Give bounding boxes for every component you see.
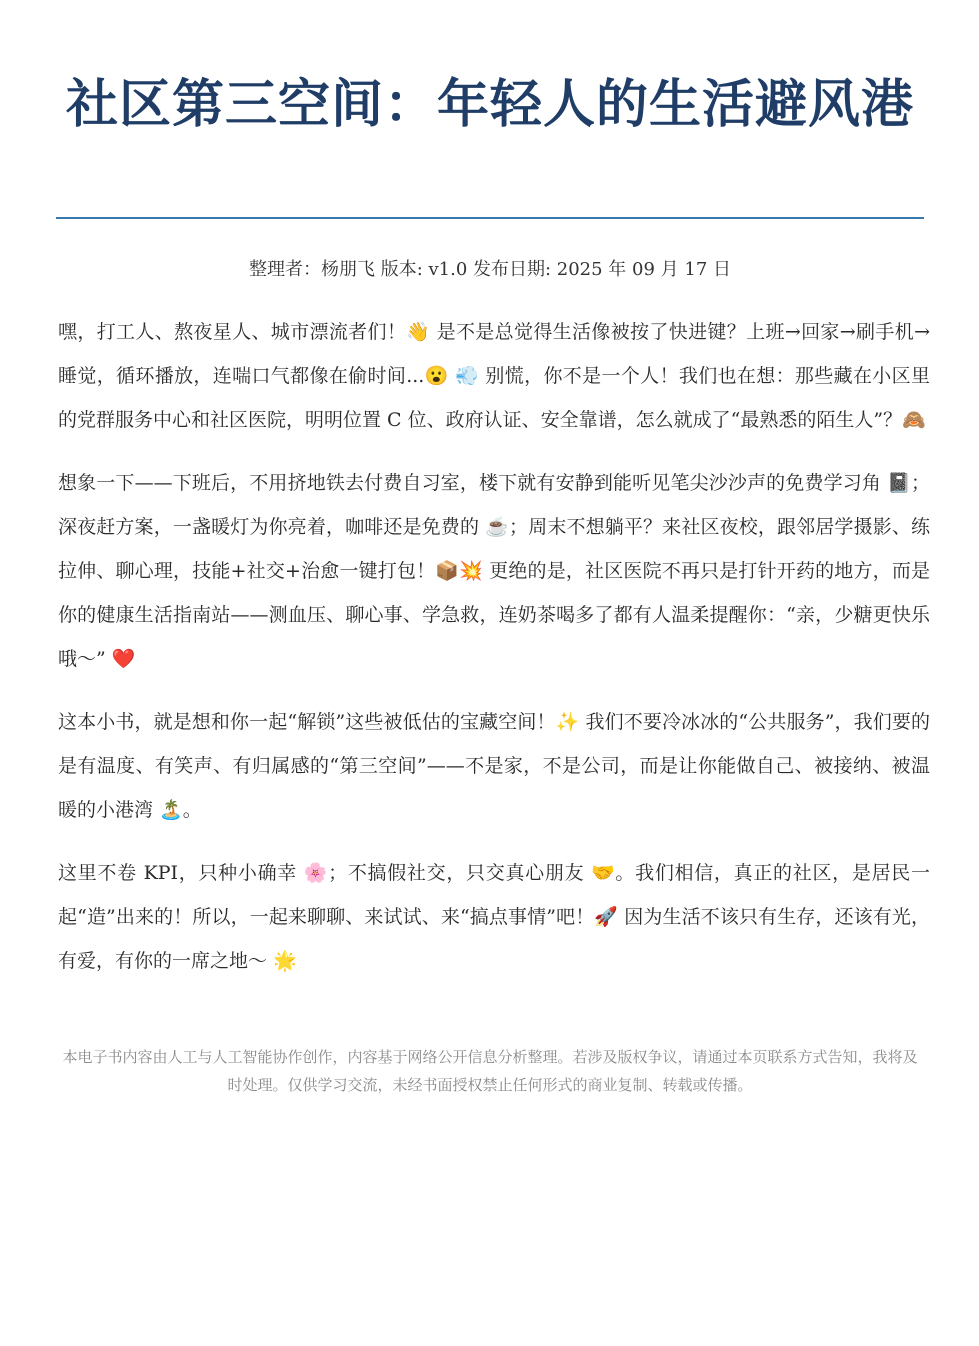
page-title: 社区第三空间：年轻人的生活避风港 xyxy=(65,75,914,135)
body-text xyxy=(58,310,930,1002)
paragraph-book-purpose: 这本小书，就是想和你一起“解锁”这些被低估的宝藏空间！✨ 我们不要冷冰冰的“公共服务”，我们要的是有温度、有笑声、有归属感的“第三空间”——不是家，不是公司，而是让你能做自己、被接纳、被温暖的小港湾 🏝️。 xyxy=(58,711,930,821)
copyright-footer: 本电子书内容由人工与人工智能协作创作，内容基于网络公开信息分析整理。若涉及版权争议，请通过本页联系方式告知，我将及时处理。仅供学习交流，未经书面授权禁止任何形式的商业复制、转载或传播。 xyxy=(62,1048,918,1094)
paragraph-community-belief: 这里不卷 KPI，只种小确幸 🌸；不搞假社交，只交真心朋友 🤝。我们相信，真正的社区，是居民一起“造”出来的！所以，一起来聊聊、来试试、来“搞点事情”吧！🚀 因为生活不该只有生存，还该有光，有爱，有你的一席之地～ 🌟 xyxy=(58,862,930,972)
paragraph-imagine: 想象一下——下班后，不用挤地铁去付费自习室，楼下就有安静到能听见笔尖沙沙声的免费学习角 📓；深夜赶方案，一盏暖灯为你亮着，咖啡还是免费的 ☕；周末不想躺平？来社区夜校，跟邻居学摄影、练拉伸、聊心理，技能+社交+治愈一键打包！📦💥 更绝的是，社区医院不再只是打针开药的地方，而是你的健康生活指南站——测血压、聊心事、学急救，连奶茶喝多了都有人温柔提醒你：“亲，少糖更快乐哦～” ❤️ xyxy=(58,472,930,670)
title-divider xyxy=(56,217,924,219)
paragraph-intro: 嘿，打工人、熬夜星人、城市漂流者们！👋 是不是总觉得生活像被按了快进键？上班→回家→刷手机→睡觉，循环播放，连喘口气都像在偷时间...😮 💨 别慌，你不是一个人！我们也在想：那些藏在小区里的党群服务中心和社区医院，明明位置 C 位、政府认证、安全靠谱，怎么就成了“最熟悉的陌生人”？🙈 xyxy=(58,321,930,431)
document-meta: 整理者：杨朋飞 版本: v1.0 发布日期: 2025 年 09 月 17 日 xyxy=(248,259,732,280)
